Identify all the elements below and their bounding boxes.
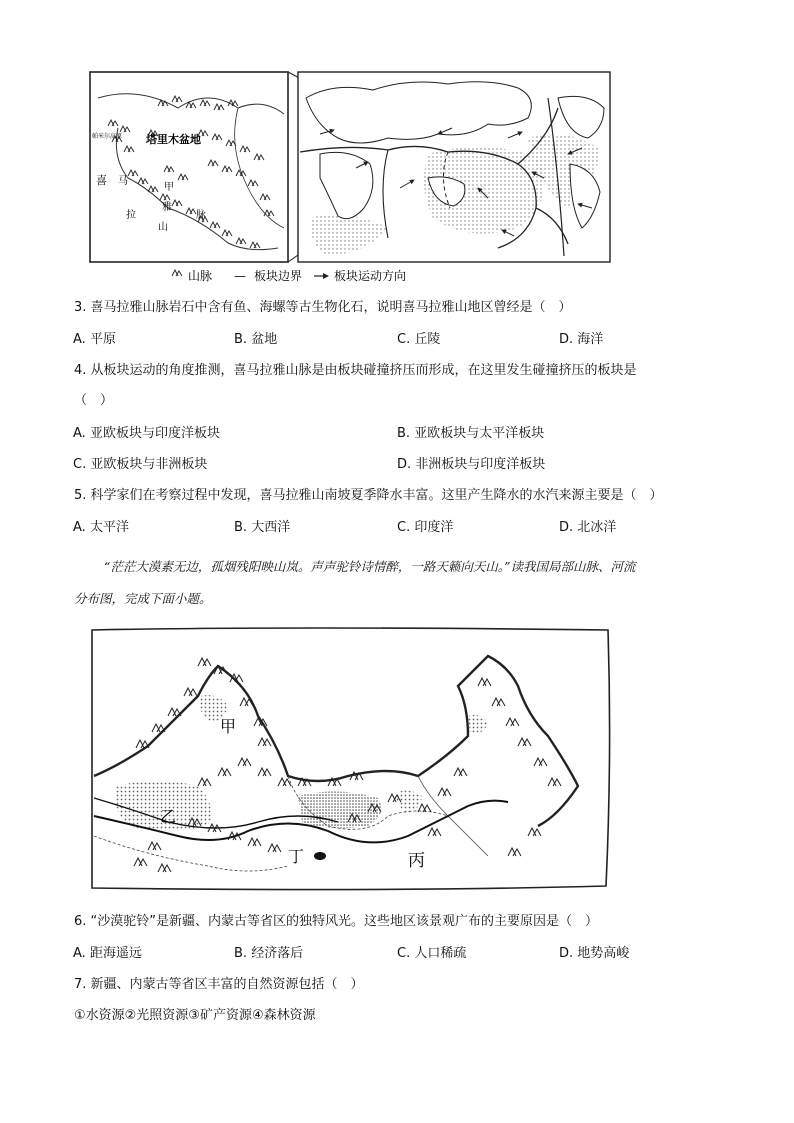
q5-option-a[interactable] bbox=[73, 516, 129, 535]
q6-option-d[interactable] bbox=[559, 942, 629, 961]
label-la: 拉 bbox=[126, 210, 136, 221]
option-letter: D. bbox=[559, 946, 574, 961]
option-letter: A. bbox=[73, 332, 86, 347]
option-letter: B. bbox=[234, 520, 248, 535]
option-letter: D. bbox=[559, 332, 574, 347]
q4-option-a[interactable] bbox=[73, 422, 220, 441]
q3-option-d[interactable] bbox=[559, 328, 603, 347]
option-letter: C. bbox=[397, 946, 411, 961]
option-letter: C. bbox=[397, 520, 411, 535]
q6-option-a[interactable] bbox=[73, 942, 142, 961]
label-jia-region: 甲 bbox=[220, 717, 237, 736]
legend-boundary: 板块边界 bbox=[254, 269, 303, 283]
question-7-items: ①水资源②光照资源③矿产资源④森林资源 bbox=[74, 1008, 316, 1023]
label-ma: 马 bbox=[118, 176, 128, 187]
option-text: 非洲板块与印度洋板块 bbox=[415, 457, 546, 472]
legend-motion: 板块运动方向 bbox=[334, 269, 407, 283]
question-5-stem: 5. 科学家们在考察过程中发现，喜马拉雅山南坡夏季降水丰富。这里产生降水的水汽来源主要是（ ） bbox=[74, 488, 663, 503]
q3-option-c[interactable] bbox=[397, 328, 440, 347]
intro-line-1: “茫茫大漠素无边，孤烟残阳映山岚。声声驼铃诗情醉，一路天籁向天山。”读我国局部山脉、河流 bbox=[104, 559, 636, 574]
option-text: 印度洋 bbox=[414, 520, 454, 535]
figure-legend bbox=[172, 268, 406, 283]
label-yi-region: 乙 bbox=[160, 807, 177, 826]
option-text: 人口稀疏 bbox=[414, 946, 467, 961]
question-6-stem: 6. “沙漠驼铃”是新疆、内蒙古等省区的独特风光。这些地区该景观广布的主要原因是（ ） bbox=[74, 914, 599, 929]
q4-option-c[interactable] bbox=[73, 453, 207, 472]
q6-option-c[interactable] bbox=[397, 942, 466, 961]
option-letter: A. bbox=[73, 520, 86, 535]
map-frame bbox=[92, 628, 610, 890]
option-letter: B. bbox=[234, 946, 248, 961]
label-pamir: 帕米尔高原 bbox=[92, 133, 123, 140]
legend-mountain: 山脉 bbox=[188, 269, 213, 283]
q5-option-c[interactable] bbox=[397, 516, 453, 535]
question-3-stem: 3. 喜马拉雅山脉岩石中含有鱼、海螺等古生物化石，说明喜马拉雅山地区曾经是（ ） bbox=[74, 300, 572, 315]
label-tarim-basin: 塔里木盆地 bbox=[146, 133, 201, 146]
label-ya: 雅 bbox=[162, 202, 172, 213]
q6-option-b[interactable] bbox=[234, 942, 303, 961]
q5-option-b[interactable] bbox=[234, 516, 290, 535]
option-text: 丘陵 bbox=[414, 332, 441, 347]
option-text: 大西洋 bbox=[251, 520, 291, 535]
option-letter: A. bbox=[73, 946, 86, 961]
option-letter: D. bbox=[397, 457, 412, 472]
option-text: 亚欧板块与印度洋板块 bbox=[89, 426, 220, 441]
label-jia: 甲 bbox=[164, 182, 174, 193]
label-ding-region: 丁 bbox=[288, 847, 305, 866]
option-text: 地势高峻 bbox=[577, 946, 630, 961]
inset-map-frame bbox=[90, 72, 288, 262]
q4-option-d[interactable] bbox=[397, 453, 545, 472]
option-text: 亚欧板块与太平洋板块 bbox=[414, 426, 545, 441]
option-text: 北冰洋 bbox=[577, 520, 617, 535]
question-7-stem: 7. 新疆、内蒙古等省区丰富的自然资源包括（ ） bbox=[74, 977, 364, 992]
question-4-stem-cont: （ ） bbox=[74, 393, 114, 408]
option-letter: D. bbox=[559, 520, 574, 535]
q3-option-b[interactable] bbox=[234, 328, 277, 347]
figure-china-map bbox=[88, 626, 614, 894]
question-4-stem: 4. 从板块运动的角度推测，喜马拉雅山脉是由板块碰撞挤压而形成，在这里发生碰撞挤压的板块是 bbox=[74, 363, 637, 378]
option-text: 太平洋 bbox=[89, 520, 129, 535]
label-bing-region: 丙 bbox=[408, 851, 425, 871]
option-text: 海洋 bbox=[577, 332, 604, 347]
option-text: 亚欧板块与非洲板块 bbox=[90, 457, 208, 472]
q5-option-d[interactable] bbox=[559, 516, 616, 535]
option-letter: A. bbox=[73, 426, 86, 441]
label-xi: 喜 bbox=[96, 174, 107, 187]
label-mai: 脉 bbox=[196, 210, 206, 221]
intro-line-2: 分布图，完成下面小题。 bbox=[74, 591, 212, 606]
option-letter: C. bbox=[73, 457, 87, 472]
label-shan: 山 bbox=[158, 222, 168, 233]
option-text: 盆地 bbox=[251, 332, 278, 347]
option-text: 距海遥远 bbox=[89, 946, 142, 961]
option-text: 平原 bbox=[89, 332, 116, 347]
option-letter: B. bbox=[234, 332, 248, 347]
option-letter: C. bbox=[397, 332, 411, 347]
option-letter: B. bbox=[397, 426, 411, 441]
q4-option-b[interactable] bbox=[397, 422, 544, 441]
q3-option-a[interactable] bbox=[73, 328, 116, 347]
option-text: 经济落后 bbox=[251, 946, 304, 961]
figure-plate-map bbox=[88, 68, 612, 286]
legend-boundary-mark: — bbox=[234, 269, 246, 283]
